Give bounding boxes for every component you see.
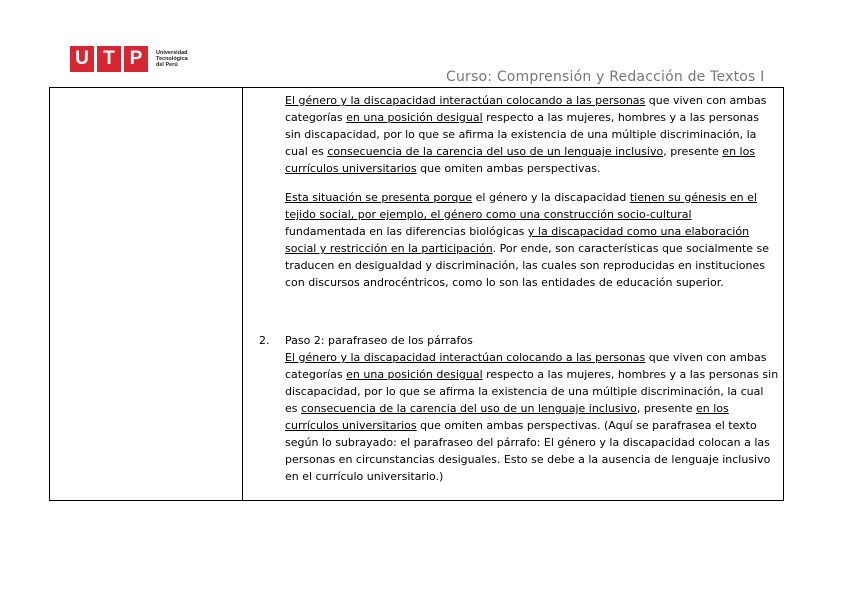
text-segment: fundamentada en las diferencias biológicas xyxy=(285,225,528,238)
underlined-segment: El género y la discapacidad interactúan colocando a las personas xyxy=(285,351,646,364)
underlined-segment: consecuencia de la carencia del uso de un lenguaje inclusivo xyxy=(327,145,664,158)
logo-wordmark xyxy=(156,50,188,68)
logo-letter-p: P xyxy=(124,46,148,72)
underlined-segment: y la discapacidad como una elaboración social y restricción en la participación xyxy=(285,225,750,255)
table-content-cell xyxy=(285,92,775,291)
text-segment: que viven con ambas categorías xyxy=(285,351,767,381)
logo-line-2: Tecnológica xyxy=(156,56,188,62)
underlined-segment: en una posición desigual xyxy=(346,111,483,124)
step-number: 2. xyxy=(259,334,270,347)
text-segment: el género y la discapacidad xyxy=(472,191,630,204)
step-2-item xyxy=(259,332,779,485)
step-2-body xyxy=(285,332,779,485)
paragraph-1 xyxy=(285,92,775,177)
underlined-segment: en una posición desigual xyxy=(346,368,483,381)
text-segment: respecto a las mujeres, hombres y a las personas sin discapacidad, por lo que se afirma la existencia de una múltiple discriminación, la cual es xyxy=(285,111,759,158)
underlined-segment: El género y la discapacidad interactúan colocando a las personas xyxy=(285,94,646,107)
step-2-title: Paso 2: parafraseo de los párrafos xyxy=(285,334,473,347)
text-segment: , presente xyxy=(636,402,696,415)
text-segment: . Por ende, son características que socialmente se traducen en desigualdad y discriminación, las cuales son reproducidas en instituciones con discursos androcéntricos, como lo son las entidades de educación superior. xyxy=(285,242,770,289)
logo-line-1: Universidad xyxy=(156,50,188,56)
logo-line-3: del Perú xyxy=(156,62,178,68)
table-left-column xyxy=(50,88,243,500)
document-table xyxy=(49,87,784,501)
underlined-segment: tienen su génesis en el tejido social, por ejemplo, el género como una construcción socio-cultural xyxy=(285,191,757,221)
logo-letter-u: U xyxy=(70,46,94,72)
underlined-segment: consecuencia de la carencia del uso de un lenguaje inclusivo xyxy=(301,402,637,415)
text-segment: respecto a las mujeres, hombres y a las personas sin discapacidad, por lo que se afirma la existencia de una múltiple discriminación, la cual es xyxy=(285,368,779,415)
underlined-segment: en los currículos universitarios xyxy=(285,402,729,432)
underlined-segment: en los currículos universitarios xyxy=(285,145,756,175)
text-segment: , presente xyxy=(663,145,723,158)
paragraph-2 xyxy=(285,189,775,291)
course-title: Curso: Comprensión y Redacción de Textos I xyxy=(446,69,765,85)
logo-letter-t: T xyxy=(97,46,121,72)
text-segment: que omiten ambas perspectivas. (Aquí se parafrasea el texto según lo subrayado: el parafraseo del párrafo: El género y la discapacidad colocan a las personas en circunstancias desiguales. Esto se debe a la ausencia de lenguaje inclusivo en el currículo universitario.) xyxy=(285,419,771,483)
text-segment: que viven con ambas categorías xyxy=(285,94,767,124)
text-segment: que omiten ambas perspectivas. xyxy=(416,162,601,175)
step-2-paraphrase xyxy=(285,349,779,485)
underlined-segment: Esta situación se presenta porque xyxy=(285,191,473,204)
utp-logo xyxy=(70,46,188,72)
